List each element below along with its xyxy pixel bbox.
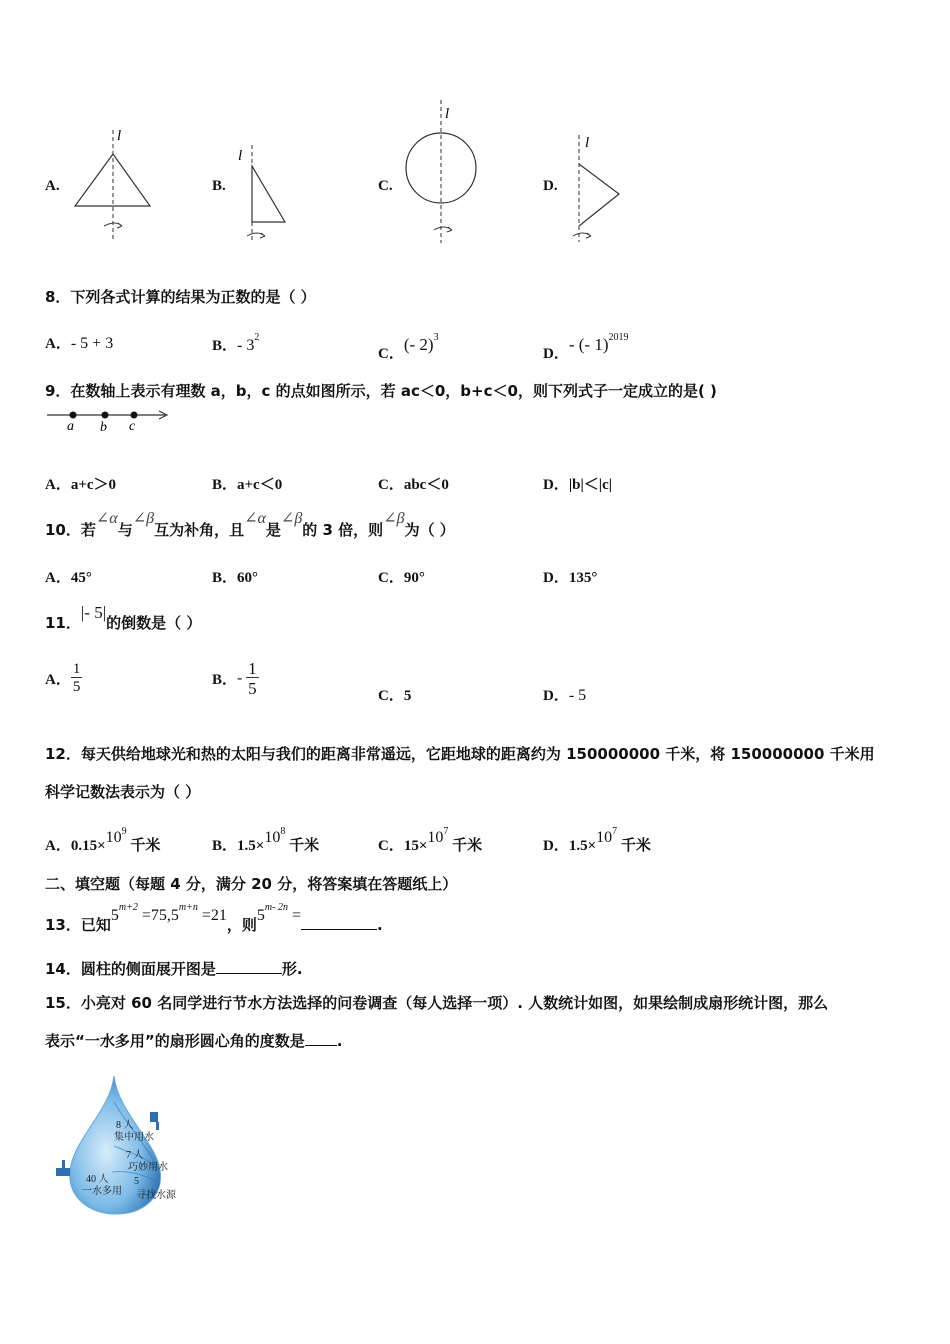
segment-count: 40 人 — [86, 1174, 109, 1185]
segment-count: 5 — [134, 1176, 139, 1187]
segment-label: 寻找水源 — [136, 1190, 176, 1201]
q8-option-c[interactable]: C．(- 2)$^3$ — [378, 332, 439, 362]
q10-option-d[interactable]: D．135° — [543, 570, 598, 586]
q15-answer-blank[interactable] — [305, 1045, 337, 1046]
q11-option-c[interactable]: C．5 — [378, 688, 412, 704]
q12-option-b[interactable]: B．$1.5\times 10^8$ 千米 — [212, 826, 320, 854]
q12-option-a[interactable]: A．$0.15\times 10^9$ 千米 — [45, 826, 161, 854]
svg-text:l: l — [445, 106, 450, 122]
q12-option-d[interactable]: D．$1.5\times 10^7$ 千米 — [543, 826, 651, 854]
q7-option-c-label: C. — [378, 178, 393, 194]
q15-stem-line2: 表示“一水多用”的扇形圆心角的度数是 . — [45, 1032, 343, 1050]
q7-option-d-label: D. — [543, 178, 558, 194]
svg-text:l: l — [585, 135, 590, 151]
q7-option-a-label: A. — [45, 178, 60, 194]
q7-figure-b-right-triangle — [235, 140, 295, 245]
q9-stem: 9．在数轴上表示有理数 a，b，c 的点如图所示，若 ac＜0，b+c＜0，则下列式子一定成立的是( ) — [45, 382, 717, 400]
svg-text:l: l — [238, 148, 243, 164]
q11-option-d[interactable]: D．- 5 — [543, 687, 587, 704]
svg-text:b: b — [100, 420, 107, 433]
q9-option-b[interactable]: B．a+c＜0 — [212, 477, 283, 493]
point-a — [70, 412, 77, 419]
q11-stem: 11．|- 5|的倒数是（ ） — [45, 603, 202, 632]
q9-number-line — [45, 405, 175, 433]
q10-option-a[interactable]: A．45° — [45, 570, 92, 586]
q14-stem: 14．圆柱的侧面展开图是 形. — [45, 960, 303, 978]
svg-text:c: c — [129, 419, 136, 433]
q10-stem: 10．若∠α与∠β互为补角，且∠α是∠β的 3 倍，则∠β为（ ） — [45, 510, 455, 539]
q11-option-a[interactable]: A． $\frac{1}{5}$ — [45, 661, 81, 695]
point-c — [131, 412, 138, 419]
q7-figure-c-circle — [400, 98, 485, 246]
q8-option-d[interactable]: D．- (- 1)$^{2019}$ — [543, 332, 629, 362]
q9-option-a[interactable]: A．a+c＞0 — [45, 477, 117, 493]
q8-option-b[interactable]: B．- $3^2$ — [212, 332, 260, 354]
axis-label: l — [117, 128, 122, 144]
q10-option-c[interactable]: C．90° — [378, 570, 425, 586]
point-b — [102, 412, 109, 419]
q14-answer-blank[interactable] — [216, 973, 282, 974]
q13-answer-blank[interactable] — [301, 929, 377, 930]
q7-option-b-label: B. — [212, 178, 226, 194]
q8-stem: 8．下列各式计算的结果为正数的是（ ） — [45, 288, 316, 306]
segment-label: 集中用水 — [114, 1132, 154, 1143]
segment-label: 一水多用 — [82, 1186, 122, 1197]
segment-count: 7 人 — [126, 1150, 144, 1161]
q10-option-b[interactable]: B．60° — [212, 570, 259, 586]
q9-option-d[interactable]: D．|b|＜|c| — [543, 477, 613, 493]
q7-figure-d-triangle — [565, 130, 635, 245]
segment-label: 巧妙用水 — [128, 1162, 168, 1173]
q11-option-b[interactable]: B．- $\frac{1}{5}$ — [212, 659, 257, 698]
q12-stem-line1: 12．每天供给地球光和热的太阳与我们的距离非常遥远，它距地球的距离约为 150000000 千米，将 150000000 千米用 — [45, 745, 875, 763]
q15-stem-line1: 15．小亮对 60 名同学进行节水方法选择的问卷调查（每人选择一项）. 人数统计如图，如果绘制成扇形统计图，那么 — [45, 994, 829, 1012]
q12-option-c[interactable]: C．$15\times 10^7$ 千米 — [378, 826, 483, 854]
tap-icon — [56, 1168, 70, 1176]
q8-option-a[interactable]: A．- 5 + 3 — [45, 335, 114, 352]
q9-option-c[interactable]: C．abc＜0 — [378, 477, 449, 493]
faucet-icon — [150, 1112, 158, 1122]
water-drop-chart — [52, 1072, 192, 1220]
svg-text:a: a — [67, 419, 74, 433]
q7-figure-a-triangle — [70, 122, 160, 247]
q13-stem: 13．已知$5^{m+2} =75,5^{m+n} =21$，则$5^{m- 2n}$ =. — [45, 902, 383, 934]
segment-count: 8 人 — [116, 1120, 134, 1131]
section-heading-fill-blank: 二、填空题（每题 4 分，满分 20 分，将答案填在答题纸上） — [45, 875, 458, 893]
q12-stem-line2: 科学记数法表示为（ ） — [45, 783, 201, 801]
